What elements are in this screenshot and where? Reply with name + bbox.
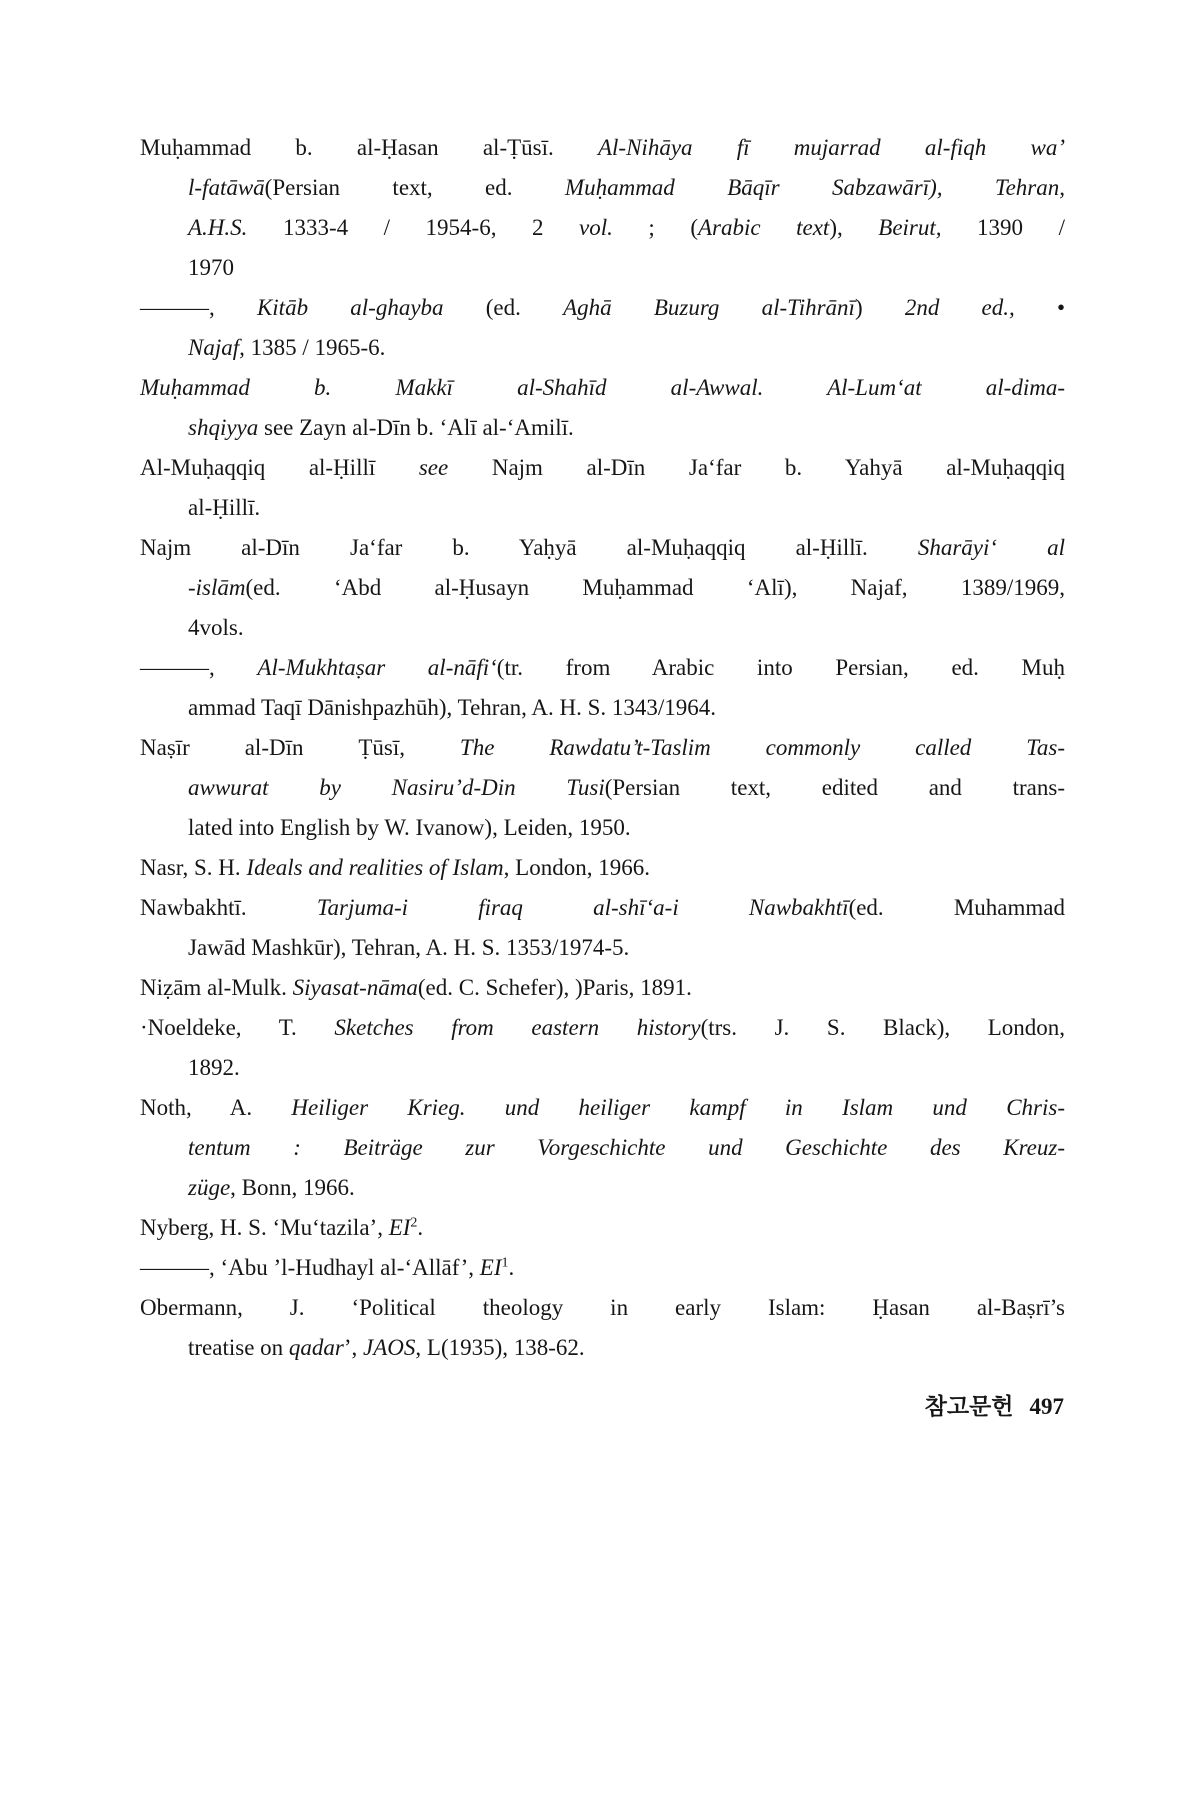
text-segment: Sketches from eastern history <box>334 1015 701 1040</box>
text-segment: al-Ḥillī. <box>188 495 261 520</box>
text-segment: Muḥammad Bāqīr Sabzawārī), Tehran, <box>564 175 1065 200</box>
bib-entry <box>140 728 1065 848</box>
bib-line <box>140 168 1065 208</box>
bib-line <box>140 608 1065 648</box>
superscript: 2 <box>410 1215 418 1231</box>
bib-line <box>140 1088 1065 1128</box>
text-segment: 1385 / 1965-6. <box>244 335 386 360</box>
bib-line <box>140 1328 1065 1368</box>
bib-line <box>140 768 1065 808</box>
text-segment: . <box>417 1215 424 1240</box>
bib-line <box>140 288 1065 328</box>
text-segment: ———, <box>140 295 257 320</box>
text-segment: -islām <box>188 575 246 600</box>
text-segment: Naṣīr al-Dīn Ṭūsī, <box>140 735 460 760</box>
text-segment: A.H.S. <box>188 215 283 240</box>
bib-entry <box>140 448 1065 528</box>
bib-line <box>140 1248 1065 1288</box>
text-segment: 1970 <box>188 255 234 280</box>
text-segment: Jawād Mashkūr), Tehran, A. H. S. 1353/1974-5. <box>188 935 630 960</box>
text-segment: vol. <box>579 215 613 240</box>
text-segment: ’, <box>343 1335 364 1360</box>
text-segment: (ed. C. Schefer), )Paris, 1891. <box>417 975 692 1000</box>
text-segment: Tarjuma-i firaq al-shī‘a-i Nawbakhtī <box>316 895 849 920</box>
text-segment: Najaf, <box>188 335 245 360</box>
superscript: 1 <box>501 1255 509 1271</box>
text-segment: Ideals and realities of Islam <box>246 855 504 880</box>
bib-line <box>140 888 1065 928</box>
text-segment: lated into English by W. Ivanow), Leiden, 1950. <box>188 815 631 840</box>
text-segment: Najm al-Dīn Ja‘far b. Yaḥyā al-Muḥaqqiq al-Ḥillī. <box>140 535 918 560</box>
bib-entry <box>140 288 1065 368</box>
bib-line <box>140 808 1065 848</box>
bib-entry <box>140 528 1065 648</box>
bib-line <box>140 1008 1065 1048</box>
bib-line <box>140 528 1065 568</box>
bib-line <box>140 488 1065 528</box>
text-segment: Heiliger Krieg. und heiliger kampf in Islam und Chris- <box>291 1095 1066 1120</box>
text-segment: ), <box>829 215 879 240</box>
text-segment: ; ( <box>612 215 698 240</box>
bib-line <box>140 248 1065 288</box>
text-segment: treatise on <box>188 1335 289 1360</box>
bib-line <box>140 968 1065 1008</box>
text-segment: Al-Muḥaqqiq al-Ḥillī <box>140 455 419 480</box>
bibliography-list <box>140 128 1065 1368</box>
text-segment: Nawbakhtī. <box>140 895 317 920</box>
text-segment: , L(1935), 138-62. <box>415 1335 585 1360</box>
bib-line <box>140 1168 1065 1208</box>
text-segment: EI <box>479 1255 502 1280</box>
text-segment: Obermann, J. ‘Political theology in early Islam: Ḥasan al-Baṣrī’s <box>140 1295 1065 1320</box>
bib-entry <box>140 1208 1065 1248</box>
text-segment: Noth, A. <box>140 1095 292 1120</box>
text-segment: (ed. <box>443 295 564 320</box>
text-segment: JAOS <box>363 1335 416 1360</box>
text-segment: züge <box>188 1175 231 1200</box>
text-segment: 1333-4 / 1954-6, 2 <box>282 215 580 240</box>
bib-line <box>140 928 1065 968</box>
text-segment: ———, ‘Abu ’l-Hudhayl al-‘Allāf’, <box>140 1255 480 1280</box>
text-segment: Najm al-Dīn Ja‘far b. Yahyā al-Muḥaqqiq <box>448 455 1065 480</box>
bib-entry <box>140 368 1065 448</box>
bib-entry <box>140 848 1065 888</box>
text-segment: Al-Nihāya fī mujarrad al-fiqh wa’ <box>597 135 1065 160</box>
bib-line <box>140 688 1065 728</box>
text-segment: ·Noeldeke, T. <box>140 1015 335 1040</box>
text-segment: qadar <box>288 1335 344 1360</box>
text-segment: tentum : Beiträge zur Vorgeschichte und Geschichte des Kreuz- <box>188 1135 1065 1160</box>
bib-entry <box>140 648 1065 728</box>
bib-line <box>140 1288 1065 1328</box>
bib-line <box>140 1128 1065 1168</box>
bib-line <box>140 848 1065 888</box>
text-segment: 1892. <box>188 1055 240 1080</box>
text-segment: Beirut, <box>878 215 942 240</box>
text-segment: Niẓām al-Mulk. <box>140 975 293 1000</box>
text-segment: ———, <box>140 655 258 680</box>
text-segment: ) <box>854 295 905 320</box>
text-segment: Muḥammad b. al-Ḥasan al-Ṭūsī. <box>140 135 598 160</box>
text-segment: (Persian text, edited and trans- <box>604 775 1065 800</box>
text-segment: l-fatāwā <box>188 175 265 200</box>
text-segment: , Bonn, 1966. <box>230 1175 355 1200</box>
text-segment: (Persian text, ed. <box>264 175 565 200</box>
text-segment: see <box>418 455 449 480</box>
text-segment: The Rawdatu’t-Taslim commonly called Tas- <box>459 735 1065 760</box>
text-segment: 4vols. <box>188 615 244 640</box>
text-segment: 1390 / <box>941 215 1065 240</box>
text-segment: Nyberg, H. S. ‘Mu‘tazila’, <box>140 1215 389 1240</box>
text-segment: (tr. from Arabic into Persian, ed. Muḥ <box>496 655 1066 680</box>
bib-line <box>140 648 1065 688</box>
bib-line <box>140 448 1065 488</box>
text-segment: ammad Taqī Dānishpazhūh), Tehran, A. H. S. 1343/1964. <box>188 695 717 720</box>
text-segment: (trs. J. S. Black), London, <box>700 1015 1065 1040</box>
text-segment: Sharāyi‘ al <box>917 535 1065 560</box>
footer-page-number: 497 <box>1029 1394 1064 1419</box>
text-segment: Arabic text <box>698 215 830 240</box>
bib-line <box>140 1048 1065 1088</box>
bib-line <box>140 208 1065 248</box>
bib-entry <box>140 1288 1065 1368</box>
bib-line <box>140 728 1065 768</box>
text-segment: Muḥammad b. Makkī al-Shahīd al-Awwal. Al-Lum‘at al-dima- <box>140 375 1065 400</box>
text-segment: EI <box>388 1215 411 1240</box>
bib-line <box>140 328 1065 368</box>
text-segment: awwurat by Nasiru’d-Din Tusi <box>188 775 605 800</box>
bib-entry <box>140 888 1065 968</box>
bib-line <box>140 1208 1065 1248</box>
text-segment: (ed. Muhammad <box>848 895 1066 920</box>
text-segment: (ed. ‘Abd al-Ḥusayn Muḥammad ‘Alī), Najaf, 1389/1969, <box>245 575 1065 600</box>
bib-entry <box>140 968 1065 1008</box>
text-segment: 2nd ed., <box>904 295 1015 320</box>
text-segment: Kitāb al-ghayba <box>256 295 444 320</box>
bib-entry <box>140 128 1065 288</box>
bib-entry <box>140 1248 1065 1288</box>
text-segment: • <box>1014 295 1065 320</box>
text-segment: Aghā Buzurg al-Tihrānī <box>563 295 855 320</box>
bib-line <box>140 568 1065 608</box>
text-segment: Nasr, S. H. <box>140 855 247 880</box>
text-segment: shqiyya <box>188 415 259 440</box>
text-segment: . <box>508 1255 515 1280</box>
text-segment: Al-Mukhtaṣar al-nāfi‘ <box>257 655 497 680</box>
bib-entry <box>140 1088 1065 1208</box>
text-segment: Siyasat-nāma <box>292 975 418 1000</box>
bib-entry <box>140 1008 1065 1088</box>
footer-section-label: 참고문헌 <box>924 1394 1014 1419</box>
bib-line <box>140 128 1065 168</box>
page-footer <box>925 1388 1064 1421</box>
text-segment: see Zayn al-Dīn b. ‘Alī al-‘Amilī. <box>258 415 574 440</box>
text-segment: , London, 1966. <box>503 855 650 880</box>
bib-line <box>140 368 1065 408</box>
bib-line <box>140 408 1065 448</box>
